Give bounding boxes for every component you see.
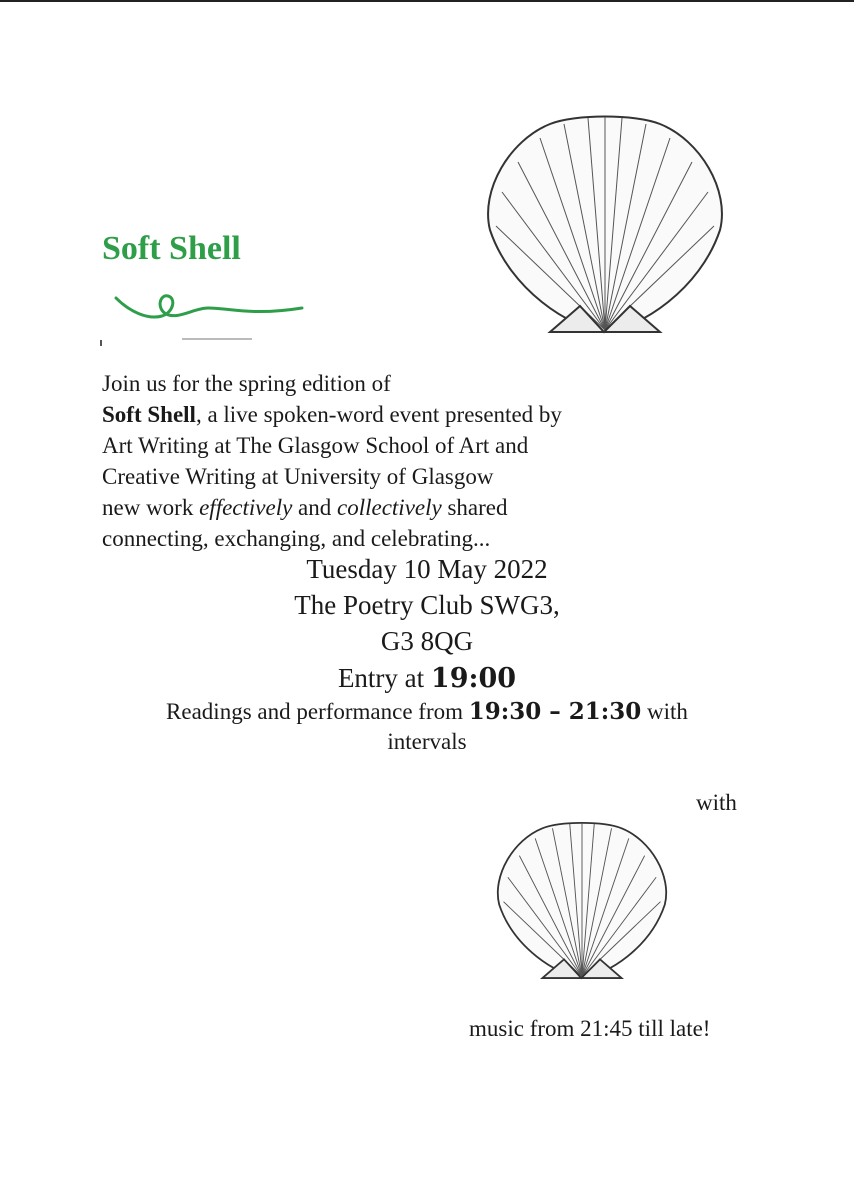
poster-title: Soft Shell [102, 230, 241, 267]
event-date: Tuesday 10 May 2022 [306, 554, 548, 584]
top-border [0, 0, 854, 2]
intro-line: Soft Shell, a live spoken-word event presented by [102, 402, 562, 427]
intro-line: connecting, exchanging, and celebrating... [102, 526, 491, 551]
with-label: with [696, 790, 737, 815]
event-venue: The Poetry Club SWG3, [294, 590, 560, 620]
green-swirl-icon [112, 286, 312, 332]
intro-line: Art Writing at The Glasgow School of Art and [102, 433, 529, 458]
event-postcode: G3 8QG [380, 626, 474, 656]
scallop-shell-icon [480, 110, 730, 340]
intro-paragraph [102, 368, 562, 554]
intervals-text: intervals [387, 729, 467, 754]
intro-line: new work effectively and collectively shared [102, 495, 508, 520]
music-text: music from 21:45 till late! [469, 1016, 711, 1041]
intro-line: Join us for the spring edition of [102, 371, 391, 396]
faint-caption-rule [182, 338, 252, 340]
scallop-shell-icon [492, 816, 672, 986]
readings-time: Readings and performance from 19:30 – 21:30 with [166, 698, 688, 725]
small-mark [100, 340, 102, 346]
entry-time: Entry at 19:00 [337, 663, 517, 694]
intro-line: Creative Writing at University of Glasgow [102, 464, 494, 489]
